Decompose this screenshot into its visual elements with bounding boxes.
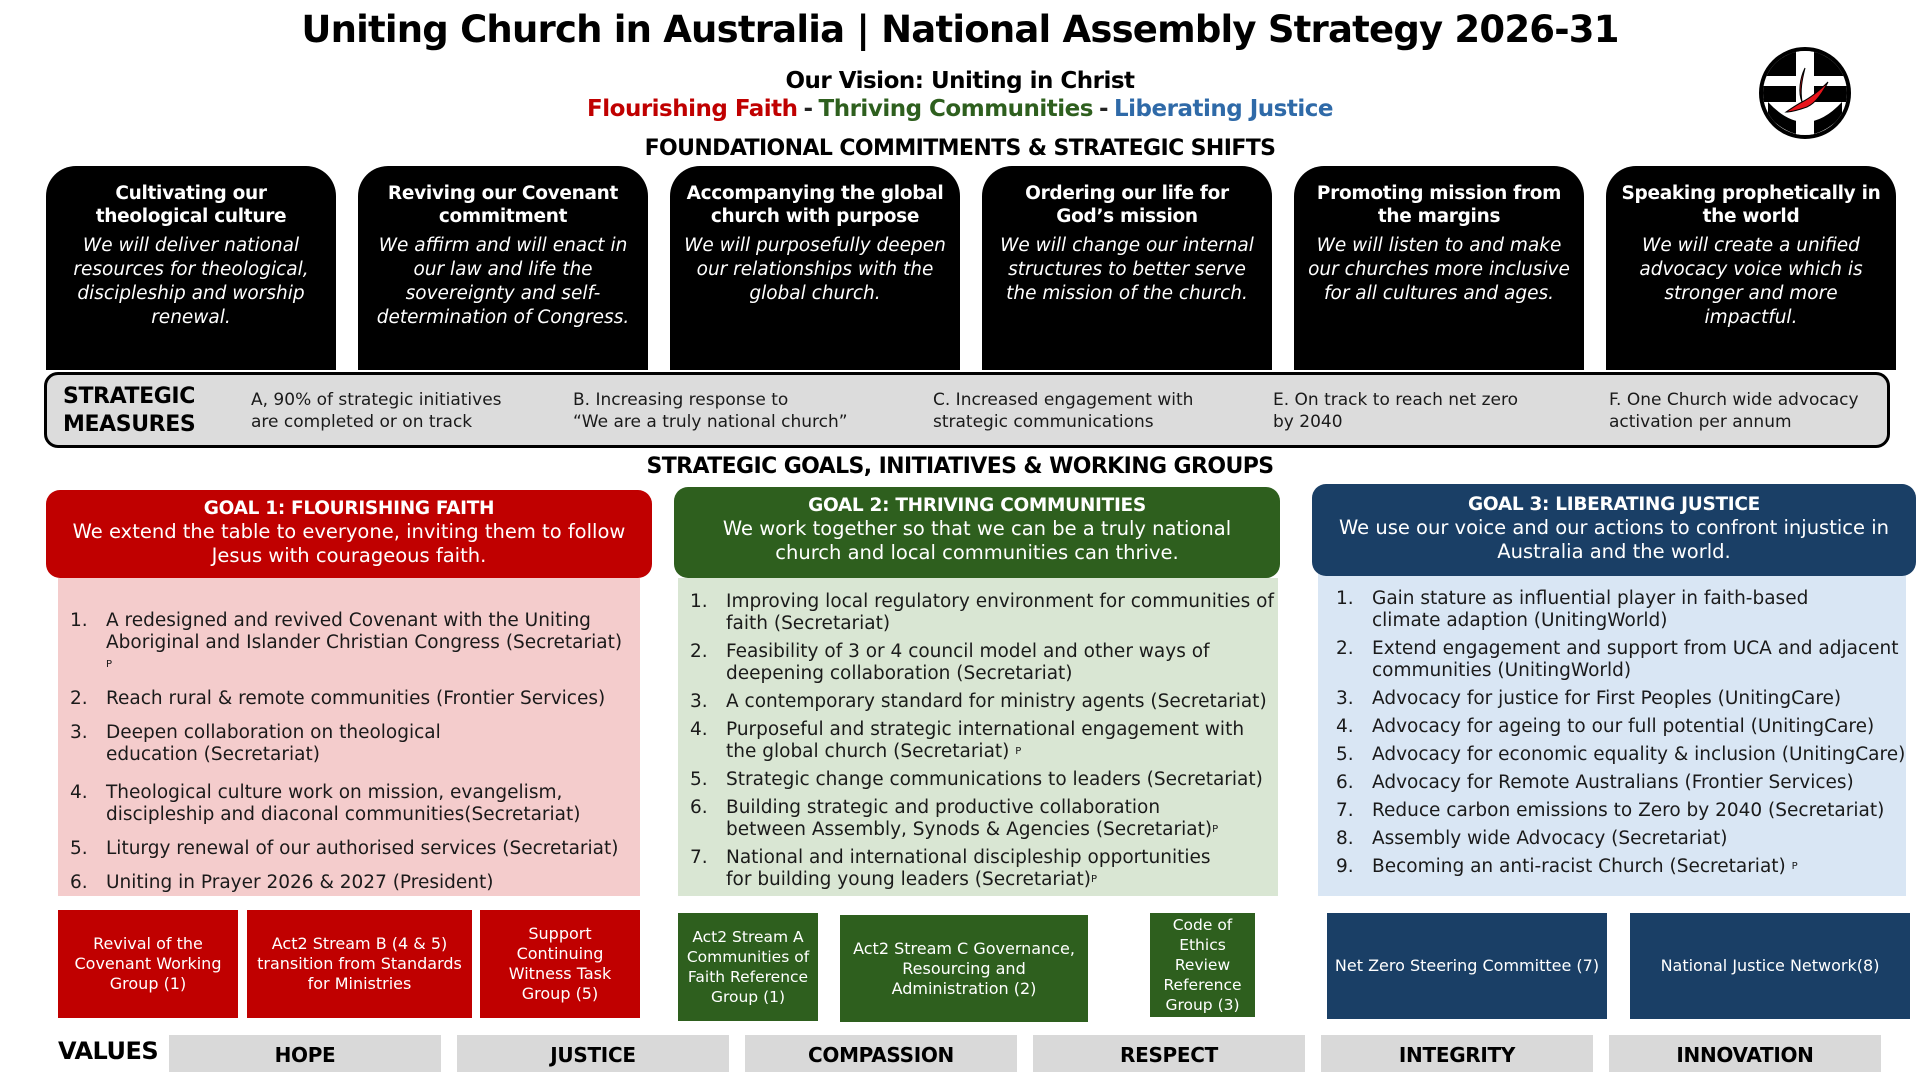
- commitment-text: We will deliver national resources for theological, discipleship and worship renewal.: [73, 235, 309, 328]
- measure-text: A, 90% of strategic initiatives: [251, 390, 502, 410]
- item-text: Reach rural & remote communities (Frontier Services): [106, 688, 606, 709]
- measures-label-line2: MEASURES: [63, 412, 196, 437]
- commitment-card: [670, 166, 960, 370]
- priority-mark: P: [1212, 824, 1219, 835]
- initiative-item: [690, 641, 1280, 685]
- item-text: A redesigned and revived Covenant with the Uniting Aboriginal and Islander Christian Congress (Secretariat): [106, 610, 623, 653]
- vision-pillars: [0, 96, 1920, 122]
- uca-logo-icon: [1758, 46, 1852, 140]
- goal-title: GOAL 2: THRIVING COMMUNITIES: [808, 495, 1146, 516]
- measure-text: strategic communications: [933, 412, 1154, 432]
- initiative-item: [1336, 772, 1906, 794]
- commitment-card: [46, 166, 336, 370]
- measure-text: “We are a truly national church”: [573, 412, 848, 432]
- pillar-separator: -: [1098, 96, 1109, 122]
- goal-2-header: [674, 487, 1280, 578]
- item-text: Assembly wide Advocacy (Secretariat): [1372, 828, 1728, 849]
- working-group: Act2 Stream B (4 & 5) transition from Standards for Ministries: [247, 910, 472, 1018]
- item-text: Theological culture work on mission, evangelism, discipleship and diaconal communities(Secretariat): [106, 782, 581, 825]
- item-text: Advocacy for Remote Australians (Frontier Services): [1372, 772, 1854, 793]
- initiative-item: [1336, 716, 1906, 738]
- initiative-item: [1336, 828, 1906, 850]
- item-number: 3.: [690, 691, 708, 712]
- commitment-title: Cultivating our theological culture: [95, 183, 287, 227]
- initiative-item: [1336, 688, 1906, 710]
- value-compassion: COMPASSION: [745, 1035, 1017, 1072]
- item-number: 2.: [690, 641, 708, 662]
- measure-text: by 2040: [1273, 412, 1343, 432]
- strategic-measures-bar: [44, 372, 1890, 448]
- initiative-item: [70, 688, 630, 710]
- measure-text: activation per annum: [1609, 412, 1792, 432]
- item-text: Gain stature as influential player in faith-based climate adaption (UnitingWorld): [1372, 588, 1809, 631]
- working-group: Support Continuing Witness Task Group (5): [480, 910, 640, 1018]
- goal-1-header: [46, 490, 652, 578]
- initiative-item: [70, 872, 630, 894]
- item-text: Liturgy renewal of our authorised services (Secretariat): [106, 838, 619, 859]
- measure-text: are completed or on track: [251, 412, 473, 432]
- item-text: Advocacy for economic equality & inclusion (UnitingCare): [1372, 744, 1906, 765]
- commitment-text: We affirm and will enact in our law and life the sovereignty and self-determination of Congress.: [376, 235, 630, 328]
- goal-subtitle: We work together so that we can be a truly national church and local communities can thrive.: [722, 517, 1232, 564]
- item-text: Building strategic and productive collaboration between Assembly, Synods & Agencies (Secretariat): [726, 797, 1213, 840]
- item-text: Strategic change communications to leaders (Secretariat): [726, 769, 1263, 790]
- item-number: 3.: [70, 722, 88, 743]
- measure-item: [1273, 389, 1518, 433]
- pillar-flourishing-faith: Flourishing Faith: [587, 96, 798, 122]
- item-number: 4.: [1336, 716, 1354, 737]
- item-number: 4.: [70, 782, 88, 803]
- value-justice: JUSTICE: [457, 1035, 729, 1072]
- item-text: Extend engagement and support from UCA and adjacent communities (UnitingWorld): [1372, 638, 1899, 681]
- commitment-text: We will change our internal structures to better serve the mission of the church.: [1000, 235, 1254, 304]
- pillar-liberating-justice: Liberating Justice: [1114, 96, 1333, 122]
- commitment-card: [358, 166, 648, 370]
- measure-item: [573, 389, 848, 433]
- commitment-text: We will listen to and make our churches more inclusive for all cultures and ages.: [1308, 235, 1570, 304]
- pillar-thriving-communities: Thriving Communities: [818, 96, 1093, 122]
- item-text: Advocacy for ageing to our full potential (UnitingCare): [1372, 716, 1875, 737]
- item-number: 5.: [70, 838, 88, 859]
- goal-2-initiatives: [690, 591, 1280, 891]
- pillar-separator: -: [803, 96, 813, 122]
- item-text: Improving local regulatory environment for communities of faith (Secretariat): [726, 591, 1274, 634]
- commitment-title: Speaking prophetically in the world: [1621, 183, 1881, 227]
- item-number: 6.: [1336, 772, 1354, 793]
- foundational-heading: FOUNDATIONAL COMMITMENTS & STRATEGIC SHIFTS: [644, 136, 1276, 161]
- item-number: 2.: [1336, 638, 1354, 659]
- item-number: 9.: [1336, 856, 1354, 877]
- priority-mark: P: [1791, 861, 1798, 872]
- commitment-title: Ordering our life for God’s mission: [1025, 183, 1229, 227]
- measure-text: B. Increasing response to: [573, 390, 789, 410]
- initiative-item: [690, 691, 1280, 713]
- initiative-item: [690, 719, 1280, 763]
- goal-title: GOAL 3: LIBERATING JUSTICE: [1468, 494, 1760, 515]
- item-number: 3.: [1336, 688, 1354, 709]
- measures-label-line1: STRATEGIC: [63, 384, 195, 409]
- initiative-item: [1336, 856, 1906, 878]
- priority-mark: P: [106, 659, 113, 670]
- value-hope: HOPE: [169, 1035, 441, 1072]
- measure-text: F. One Church wide advocacy: [1609, 390, 1859, 410]
- commitment-title: Reviving our Covenant commitment: [387, 183, 619, 227]
- initiative-item: [70, 722, 630, 766]
- commitment-card: [1294, 166, 1584, 370]
- commitment-card: [1606, 166, 1896, 370]
- item-text: A contemporary standard for ministry agents (Secretariat): [726, 691, 1267, 712]
- measures-label: [63, 383, 195, 439]
- page-title: Uniting Church in Australia | National Assembly Strategy 2026-31: [301, 8, 1619, 51]
- item-number: 6.: [70, 872, 88, 893]
- commitment-text: We will purposefully deepen our relationships with the global church.: [684, 235, 946, 304]
- initiative-item: [1336, 744, 1906, 766]
- commitment-title: Accompanying the global church with purpose: [686, 183, 944, 227]
- working-group: Act2 Stream C Governance, Resourcing and Administration (2): [840, 915, 1088, 1022]
- item-number: 8.: [1336, 828, 1354, 849]
- item-number: 1.: [1336, 588, 1354, 609]
- item-number: 5.: [1336, 744, 1354, 765]
- item-text: Becoming an anti-racist Church (Secretariat): [1372, 856, 1786, 877]
- item-number: 5.: [690, 769, 708, 790]
- working-group: Revival of the Covenant Working Group (1): [58, 910, 238, 1018]
- commitment-text: We will create a unified advocacy voice which is stronger and more impactful.: [1639, 235, 1863, 328]
- priority-mark: P: [1091, 874, 1098, 885]
- item-number: 2.: [70, 688, 88, 709]
- item-number: 6.: [690, 797, 708, 818]
- item-text: National and international discipleship opportunities for building young leaders (Secretariat): [726, 847, 1211, 890]
- initiative-item: [70, 838, 630, 860]
- initiative-item: [70, 782, 630, 826]
- goal-subtitle: We use our voice and our actions to confront injustice in Australia and the world.: [1339, 516, 1889, 563]
- goals-heading: STRATEGIC GOALS, INITIATIVES & WORKING GROUPS: [646, 454, 1274, 479]
- commitment-title: Promoting mission from the margins: [1316, 183, 1562, 227]
- item-number: 1.: [70, 610, 88, 631]
- goal-3-initiatives: [1336, 588, 1906, 878]
- item-text: Uniting in Prayer 2026 & 2027 (President): [106, 872, 494, 893]
- working-group: Act2 Stream A Communities of Faith Reference Group (1): [678, 913, 818, 1021]
- priority-mark: P: [1015, 746, 1022, 757]
- item-number: 4.: [690, 719, 708, 740]
- measure-text: C. Increased engagement with: [933, 390, 1194, 410]
- item-text: Reduce carbon emissions to Zero by 2040 (Secretariat): [1372, 800, 1885, 821]
- initiative-item: [1336, 588, 1906, 632]
- goal-title: GOAL 1: FLOURISHING FAITH: [203, 498, 495, 519]
- initiative-item: [690, 769, 1280, 791]
- item-text: Purposeful and strategic international engagement with the global church (Secretariat): [726, 719, 1245, 762]
- vision-statement: Our Vision: Uniting in Christ: [785, 68, 1135, 94]
- working-group: Code of Ethics Review Reference Group (3): [1150, 913, 1255, 1017]
- item-number: 7.: [690, 847, 708, 868]
- working-group: Net Zero Steering Committee (7): [1327, 913, 1607, 1019]
- item-number: 1.: [690, 591, 708, 612]
- goal-3-header: [1312, 484, 1916, 576]
- values-label: VALUES: [58, 1037, 159, 1065]
- initiative-item: [690, 797, 1280, 841]
- goal-subtitle: We extend the table to everyone, inviting them to follow Jesus with courageous faith.: [72, 520, 626, 567]
- initiative-item: [1336, 800, 1906, 822]
- value-integrity: INTEGRITY: [1321, 1035, 1593, 1072]
- initiative-item: [70, 610, 630, 676]
- commitment-card: [982, 166, 1272, 370]
- measure-text: E. On track to reach net zero: [1273, 390, 1518, 410]
- working-group: National Justice Network(8): [1630, 913, 1910, 1019]
- value-innovation: INNOVATION: [1609, 1035, 1881, 1072]
- goal-1-initiatives: [70, 610, 630, 894]
- measure-item: [933, 389, 1193, 433]
- initiative-item: [690, 847, 1280, 891]
- measure-item: [1609, 389, 1859, 433]
- initiative-item: [1336, 638, 1906, 682]
- initiative-item: [690, 591, 1280, 635]
- item-text: Advocacy for justice for First Peoples (UnitingCare): [1372, 688, 1842, 709]
- item-text: Feasibility of 3 or 4 council model and other ways of deepening collaboration (Secretariat): [726, 641, 1210, 684]
- item-number: 7.: [1336, 800, 1354, 821]
- value-respect: RESPECT: [1033, 1035, 1305, 1072]
- item-text: Deepen collaboration on theological education (Secretariat): [106, 722, 441, 765]
- measure-item: [251, 389, 502, 433]
